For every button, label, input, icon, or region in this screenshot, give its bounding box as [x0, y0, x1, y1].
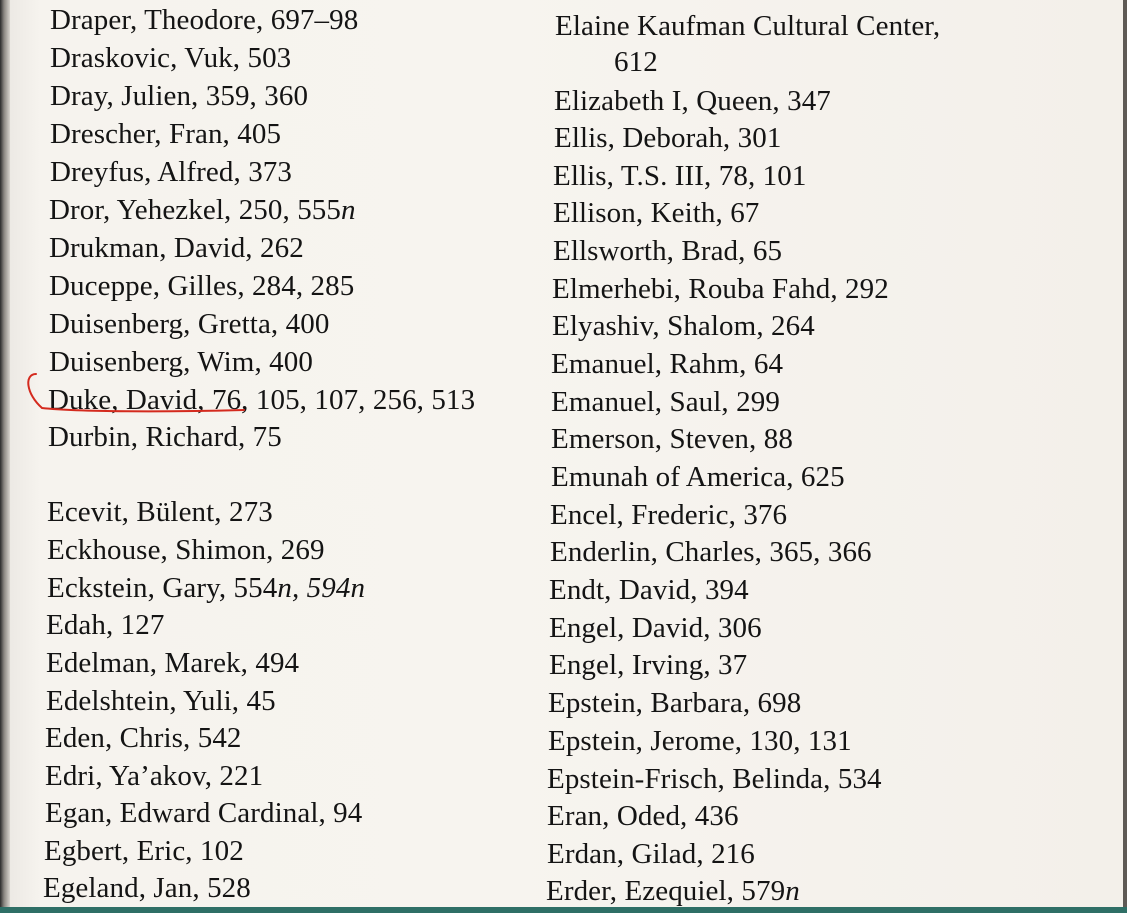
index-entry: Emanuel, Saul, 299 — [551, 386, 780, 418]
index-entry: Engel, Irving, 37 — [549, 649, 748, 681]
index-entry: Egan, Edward Cardinal, 94 — [45, 797, 363, 829]
index-entry: Edelshtein, Yuli, 45 — [46, 685, 276, 717]
index-entry: Endt, David, 394 — [549, 574, 749, 606]
index-entry: Engel, David, 306 — [549, 612, 762, 644]
index-entry-highlighted: Duke, David, 76, 105, 107, 256, 513 — [48, 384, 476, 416]
index-entry: Duisenberg, Wim, 400 — [49, 346, 313, 378]
index-entry: Erdan, Gilad, 216 — [547, 838, 755, 870]
index-entry: Egbert, Eric, 102 — [44, 835, 244, 867]
index-entry: Ellis, T.S. III, 78, 101 — [553, 160, 807, 192]
index-entry: Elyashiv, Shalom, 264 — [552, 310, 815, 342]
index-entry: Eckhouse, Shimon, 269 — [47, 534, 325, 566]
index-entry: Dray, Julien, 359, 360 — [50, 80, 309, 112]
page-right-edge — [1123, 0, 1127, 913]
index-entry: Durbin, Richard, 75 — [48, 421, 282, 453]
index-entry: Emunah of America, 625 — [551, 461, 845, 493]
index-entry: Elaine Kaufman Cultural Center, — [555, 10, 941, 42]
index-entry: Eden, Chris, 542 — [45, 722, 242, 754]
index-entry: Dreyfus, Alfred, 373 — [50, 156, 293, 188]
index-entry: Epstein-Frisch, Belinda, 534 — [547, 763, 882, 795]
index-entry: Enderlin, Charles, 365, 366 — [550, 536, 872, 568]
index-entry: Ellison, Keith, 67 — [553, 197, 760, 229]
index-entry: Dror, Yehezkel, 250, 555n — [49, 194, 356, 226]
index-entry: Draskovic, Vuk, 503 — [50, 42, 292, 74]
index-entry: Ellis, Deborah, 301 — [554, 122, 782, 154]
index-entry: Elizabeth I, Queen, 347 — [554, 85, 831, 117]
index-entry: Eran, Oded, 436 — [547, 800, 739, 832]
book-spine-shadow — [0, 0, 10, 913]
index-entry: Encel, Frederic, 376 — [550, 499, 788, 531]
index-entry: Eckstein, Gary, 554n, 594n — [47, 572, 366, 604]
bottom-band — [0, 907, 1127, 913]
index-entry: Elmerhebi, Rouba Fahd, 292 — [552, 273, 889, 305]
index-entry: Duisenberg, Gretta, 400 — [49, 308, 330, 340]
index-entry: Drescher, Fran, 405 — [50, 118, 282, 150]
index-entry: Edelman, Marek, 494 — [46, 647, 300, 679]
index-entry: Drukman, David, 262 — [49, 232, 304, 264]
index-entry: Emerson, Steven, 88 — [551, 423, 793, 455]
index-entry-continuation: 612 — [614, 46, 658, 78]
index-entry: Egeland, Jan, 528 — [43, 872, 251, 904]
index-entry: Epstein, Barbara, 698 — [548, 687, 802, 719]
index-entry: Ellsworth, Brad, 65 — [553, 235, 783, 267]
index-entry: Ecevit, Bülent, 273 — [47, 496, 273, 528]
index-entry: Epstein, Jerome, 130, 131 — [548, 725, 852, 757]
index-entry: Draper, Theodore, 697–98 — [50, 4, 359, 36]
index-entry: Emanuel, Rahm, 64 — [551, 348, 784, 380]
index-entry: Edri, Ya’akov, 221 — [45, 760, 264, 792]
index-entry: Duceppe, Gilles, 284, 285 — [49, 270, 355, 302]
index-entry: Erder, Ezequiel, 579n — [546, 875, 800, 907]
index-entry: Edah, 127 — [46, 609, 165, 641]
